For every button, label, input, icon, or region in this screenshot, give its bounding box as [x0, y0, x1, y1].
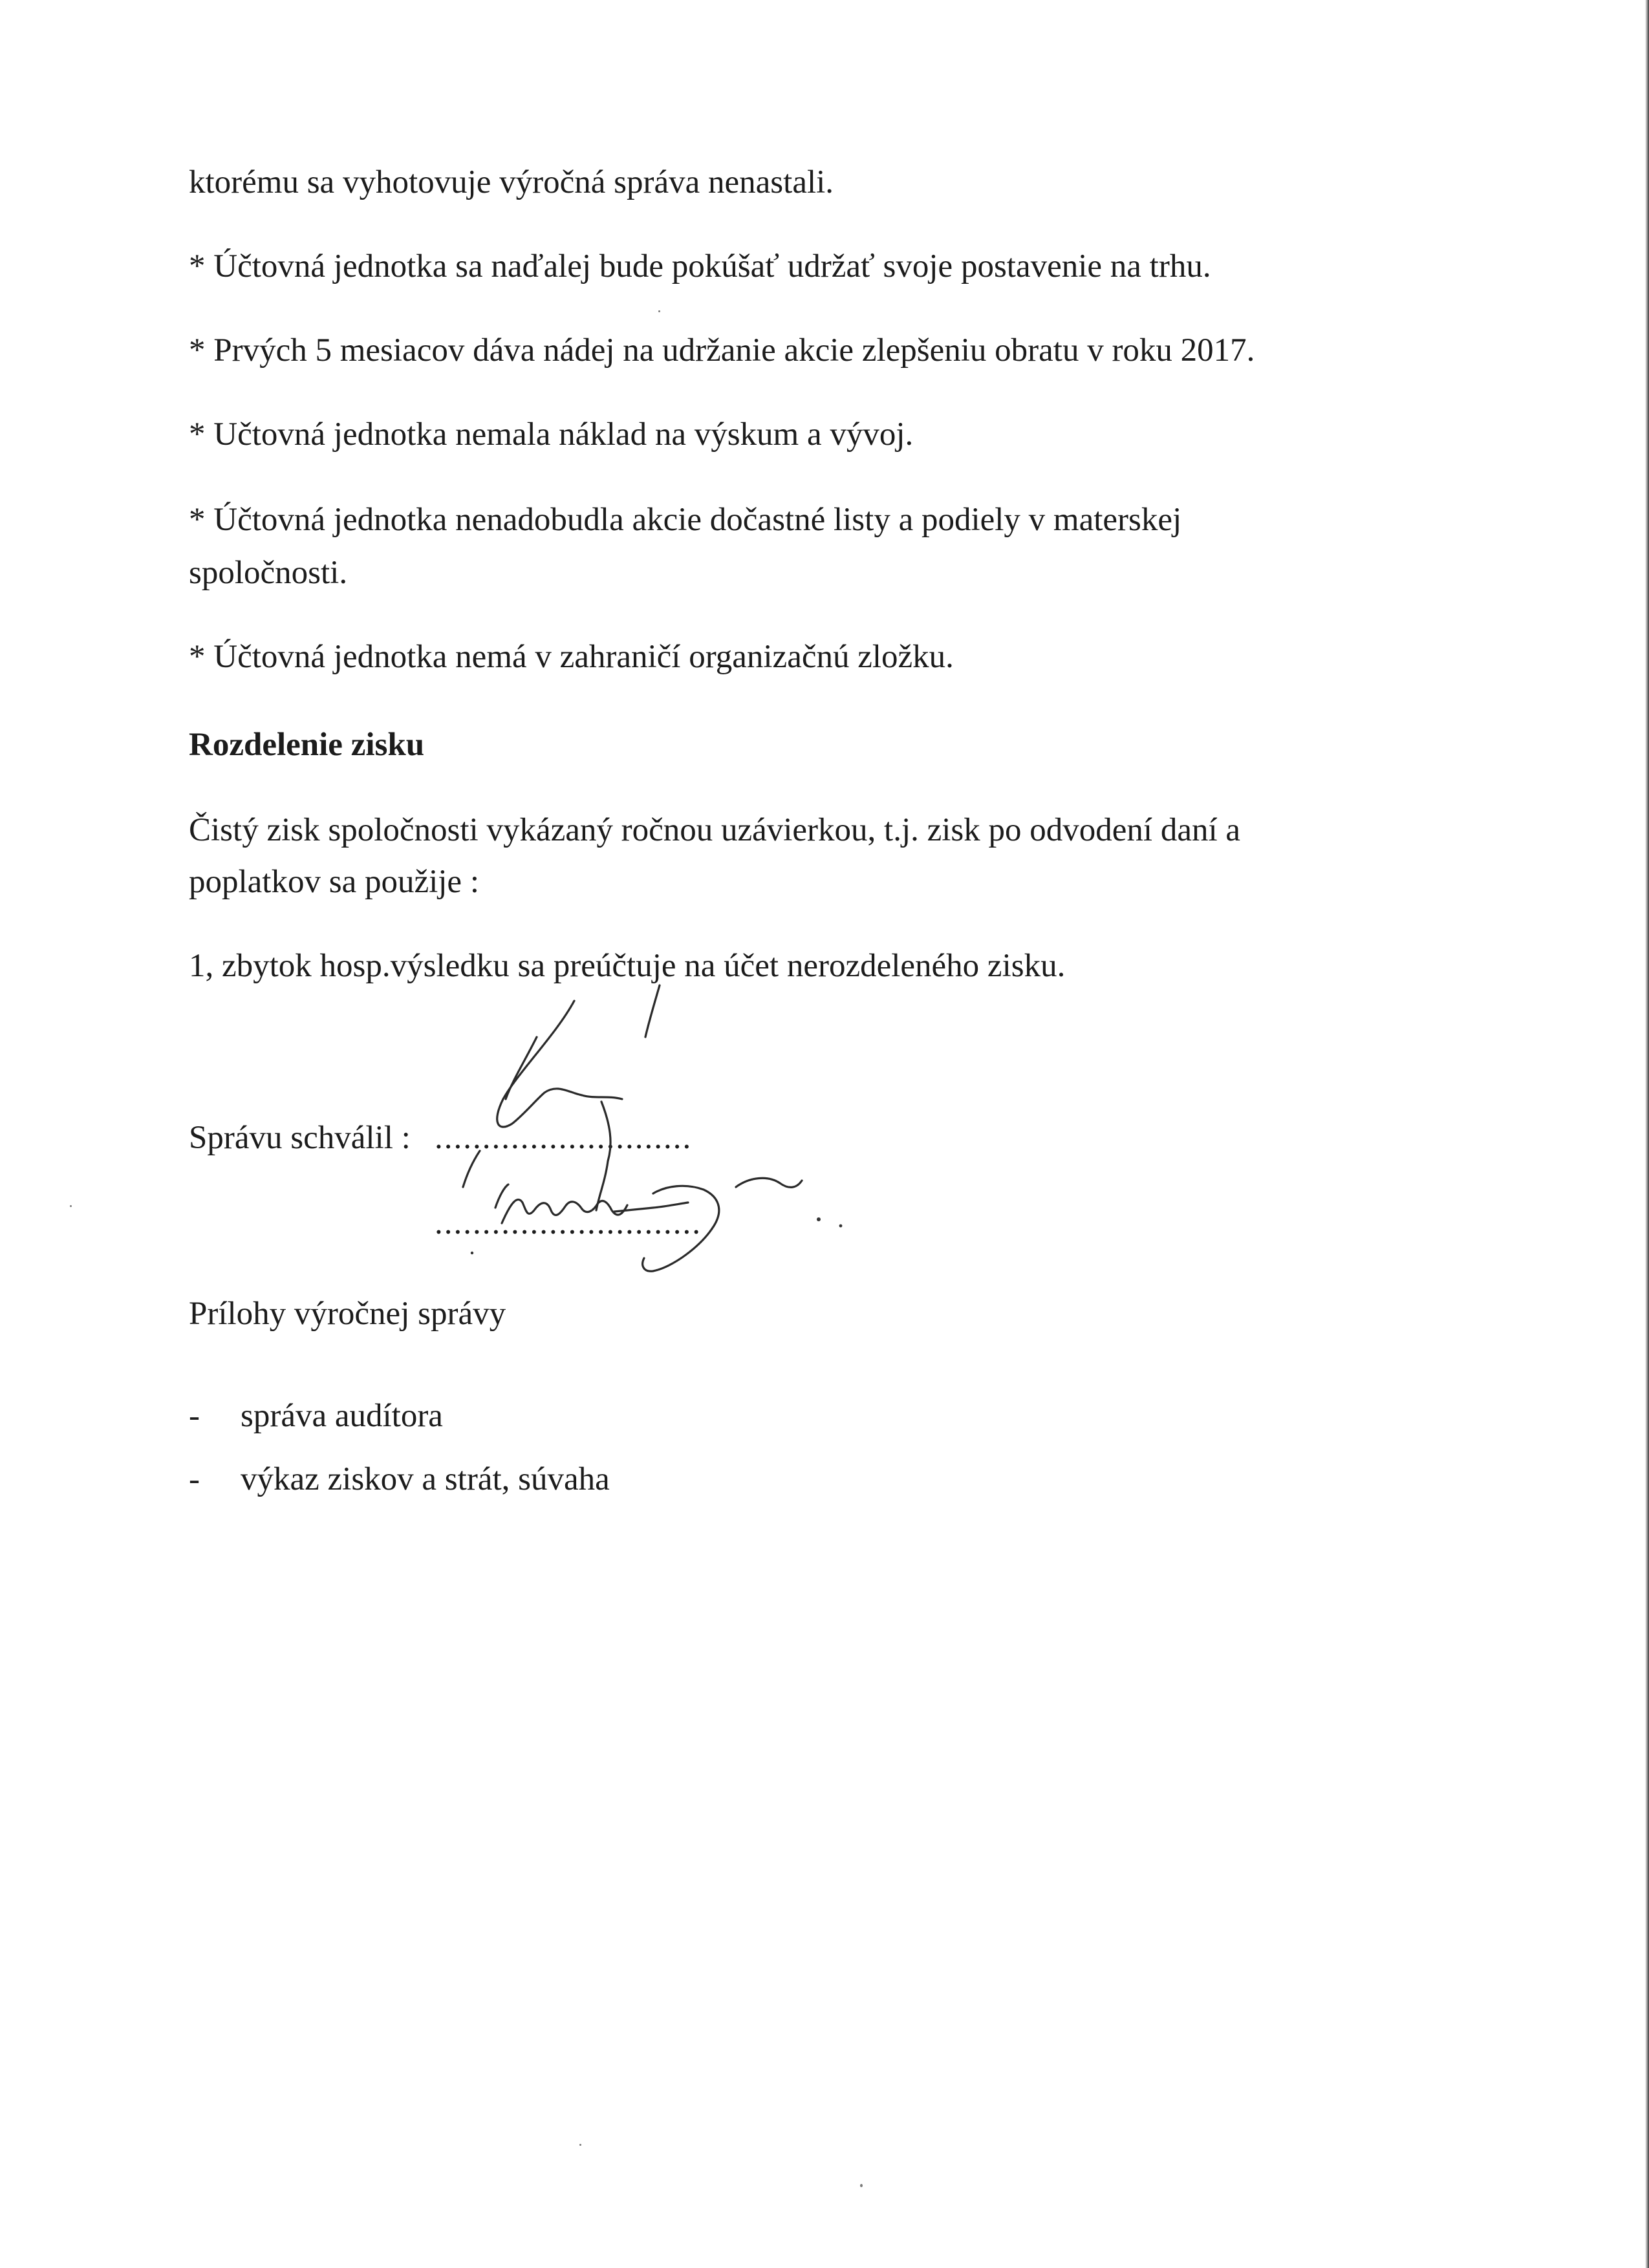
approval-label: Správu schválil :	[189, 1120, 411, 1156]
scan-speck	[860, 2184, 863, 2187]
signature-dot-3	[471, 1252, 473, 1254]
section-heading: Rozdelenie zisku	[189, 727, 425, 763]
bullet-foreign-branch: * Účtovná jednotka nemá v zahraničí organizačnú zložku.	[189, 639, 954, 675]
allocation-item: 1, zbytok hosp.výsledku sa preúčtuje na účet nerozdeleného zisku.	[189, 948, 1066, 984]
signature-1-tick	[645, 985, 660, 1037]
bullet-research-costs: * Učtovná jednotka nemala náklad na výskum a vývoj.	[189, 416, 914, 453]
continuation-text: ktorému sa vyhotovuje výročná správa nenastali.	[189, 164, 834, 200]
scan-speck	[658, 310, 660, 312]
bullet-shares-acquired: * Účtovná jednotka nenadobudla akcie dočastné listy a podiely v materskej	[189, 502, 1182, 538]
annex-dash-2: -	[189, 1461, 200, 1497]
scan-border	[1645, 0, 1649, 2268]
bullet-shares-acquired-cont: spoločnosti.	[189, 555, 348, 591]
signature-1-loop	[506, 1037, 537, 1099]
annex-item-auditor-report: správa audítora	[241, 1398, 443, 1434]
bullet-market-position: * Účtovná jednotka sa naďalej bude pokúšať udržať svoje postavenie na trhu.	[189, 248, 1211, 284]
signature-2-swirl	[736, 1178, 802, 1187]
signature-dot-2	[839, 1225, 843, 1228]
annex-item-statements: výkaz ziskov a strát, súvaha	[241, 1461, 610, 1497]
scan-speck	[579, 2144, 581, 2146]
annexes-heading: Prílohy výročnej správy	[189, 1296, 506, 1332]
approval-dots-1: ...........................	[435, 1120, 693, 1156]
profit-text-line-2: poplatkov sa použije :	[189, 864, 479, 900]
approval-dots-2: ............................	[435, 1205, 702, 1241]
signature-1-stroke	[497, 1001, 622, 1127]
annex-dash-1: -	[189, 1398, 200, 1434]
signature-dot-1	[817, 1217, 821, 1221]
profit-text-line-1: Čistý zisk spoločnosti vykázaný ročnou uzávierkou, t.j. zisk po odvodení daní a	[189, 812, 1241, 848]
bullet-revenue-outlook: * Prvých 5 mesiacov dáva nádej na udržanie akcie zlepšeniu obratu v roku 2017.	[189, 332, 1255, 369]
scan-speck	[70, 1205, 72, 1207]
